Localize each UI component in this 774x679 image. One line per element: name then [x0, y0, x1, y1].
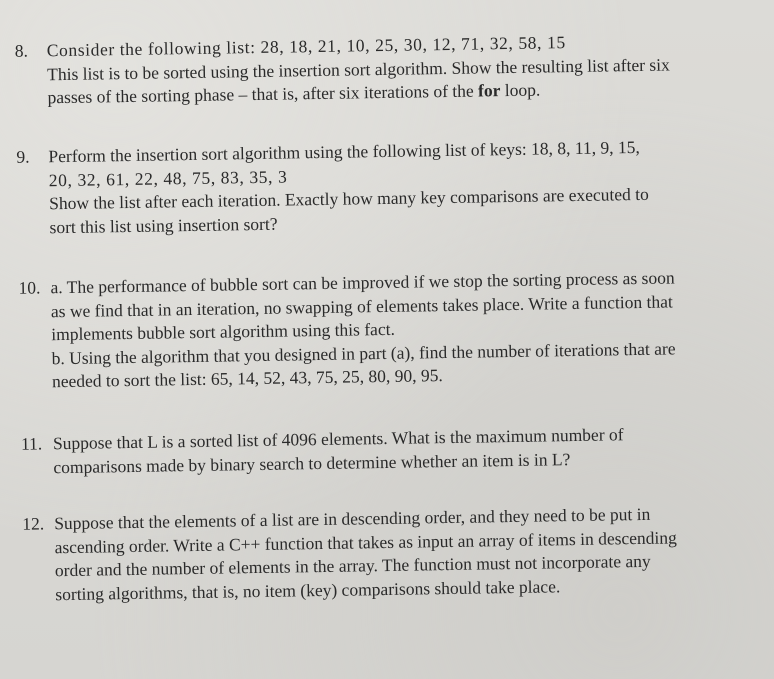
question-line: Perform the insertion sort algorithm using the following list of keys: 18, 8, 11, 9, 15,: [48, 136, 640, 167]
question-number: 12.: [22, 513, 45, 534]
question-8: [15, 28, 761, 110]
question-line: as we find that in an iteration, no swapping of elements takes place. Write a function that: [50, 290, 673, 321]
question-11: [21, 421, 767, 480]
question-12: [22, 501, 768, 607]
question-line: sorting algorithms, that is, no item (key) comparisons should take place.: [55, 575, 561, 604]
question-body: [53, 421, 767, 479]
question-line: order and the number of elements in the array. The function must not incorporate any: [54, 550, 651, 581]
question-number: 10.: [18, 277, 41, 298]
question-body: [47, 28, 761, 110]
question-10: [18, 265, 765, 394]
question-line: Suppose that the elements of a list are in descending order, and they need to be put in: [54, 503, 651, 534]
question-number: 9.: [16, 146, 30, 167]
question-line: This list is to be sorted using the insertion sort algorithm. Show the resulting list after six: [47, 53, 670, 84]
question-line: ascending order. Write a C++ function that takes as input an array of items in descending: [54, 526, 677, 557]
question-line: a. The performance of bubble sort can be improved if we stop the sorting process as soon: [50, 267, 675, 298]
bold-keyword: for: [477, 80, 501, 101]
question-line-text: passes of the sorting phase – that is, after six iterations of the: [47, 80, 479, 108]
question-number: 8.: [14, 40, 29, 61]
question-line: implements bubble sort algorithm using this fact.: [51, 318, 396, 345]
question-body: [54, 501, 768, 606]
question-line-text: loop.: [500, 79, 541, 101]
question-9: [16, 134, 762, 240]
question-line: comparisons made by binary search to determine whether an item is in L?: [53, 448, 571, 477]
question-body: [50, 265, 765, 394]
question-line: 20, 32, 61, 22, 48, 75, 83, 35, 3: [48, 166, 288, 190]
question-line: Suppose that L is a sorted list of 4096 elements. What is the maximum number of: [52, 424, 624, 454]
question-line: Consider the following list: 28, 18, 21, 10, 25, 30, 12, 71, 32, 58, 15: [46, 32, 566, 61]
question-line: b. Using the algorithm that you designed in part (a), find the number of iterations that are: [51, 337, 676, 368]
question-line: Show the list after each iteration. Exactly how many key comparisons are executed to: [49, 183, 649, 214]
question-number: 11.: [20, 433, 43, 454]
question-body: [48, 134, 762, 239]
question-line: needed to sort the list: 65, 14, 52, 43, 75, 25, 80, 90, 95.: [51, 365, 443, 392]
question-line: sort this list using insertion sort?: [49, 213, 278, 237]
